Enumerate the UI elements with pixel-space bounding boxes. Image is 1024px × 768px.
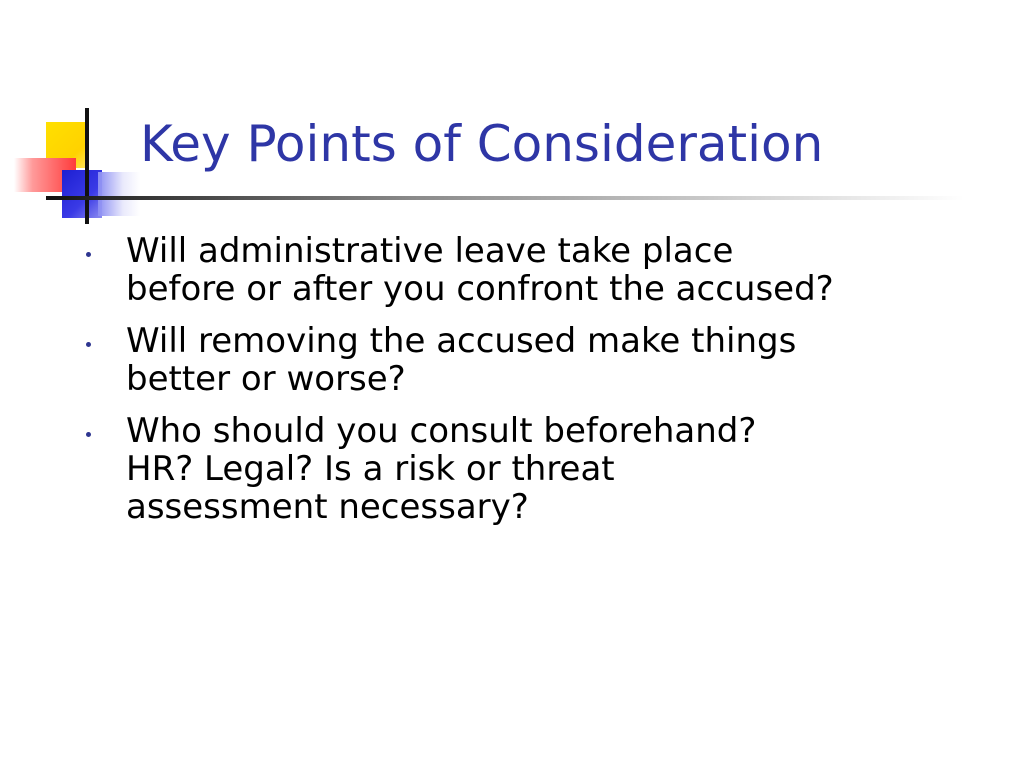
title-underline-rule: [46, 196, 964, 200]
bullet-text: Who should you consult beforehand? HR? Legal? Is a risk or threat assessment necessary?: [126, 411, 757, 527]
bullet-dot-icon: [86, 342, 91, 347]
decorative-blue-fade: [98, 172, 140, 216]
decorative-blue-square: [62, 170, 102, 218]
bullet-text: Will administrative leave take place before or after you confront the accused?: [126, 231, 834, 309]
bullet-item: [80, 232, 980, 308]
decorative-vertical-line: [85, 108, 89, 224]
bullet-item: [80, 412, 980, 526]
bullet-dot-icon: [86, 252, 91, 257]
slide-title: Key Points of Consideration: [140, 115, 824, 173]
bullet-text: Will removing the accused make things better or worse?: [126, 321, 797, 399]
bullet-dot-icon: [86, 432, 91, 437]
bullet-item: [80, 322, 980, 398]
bullet-list: [80, 232, 980, 540]
